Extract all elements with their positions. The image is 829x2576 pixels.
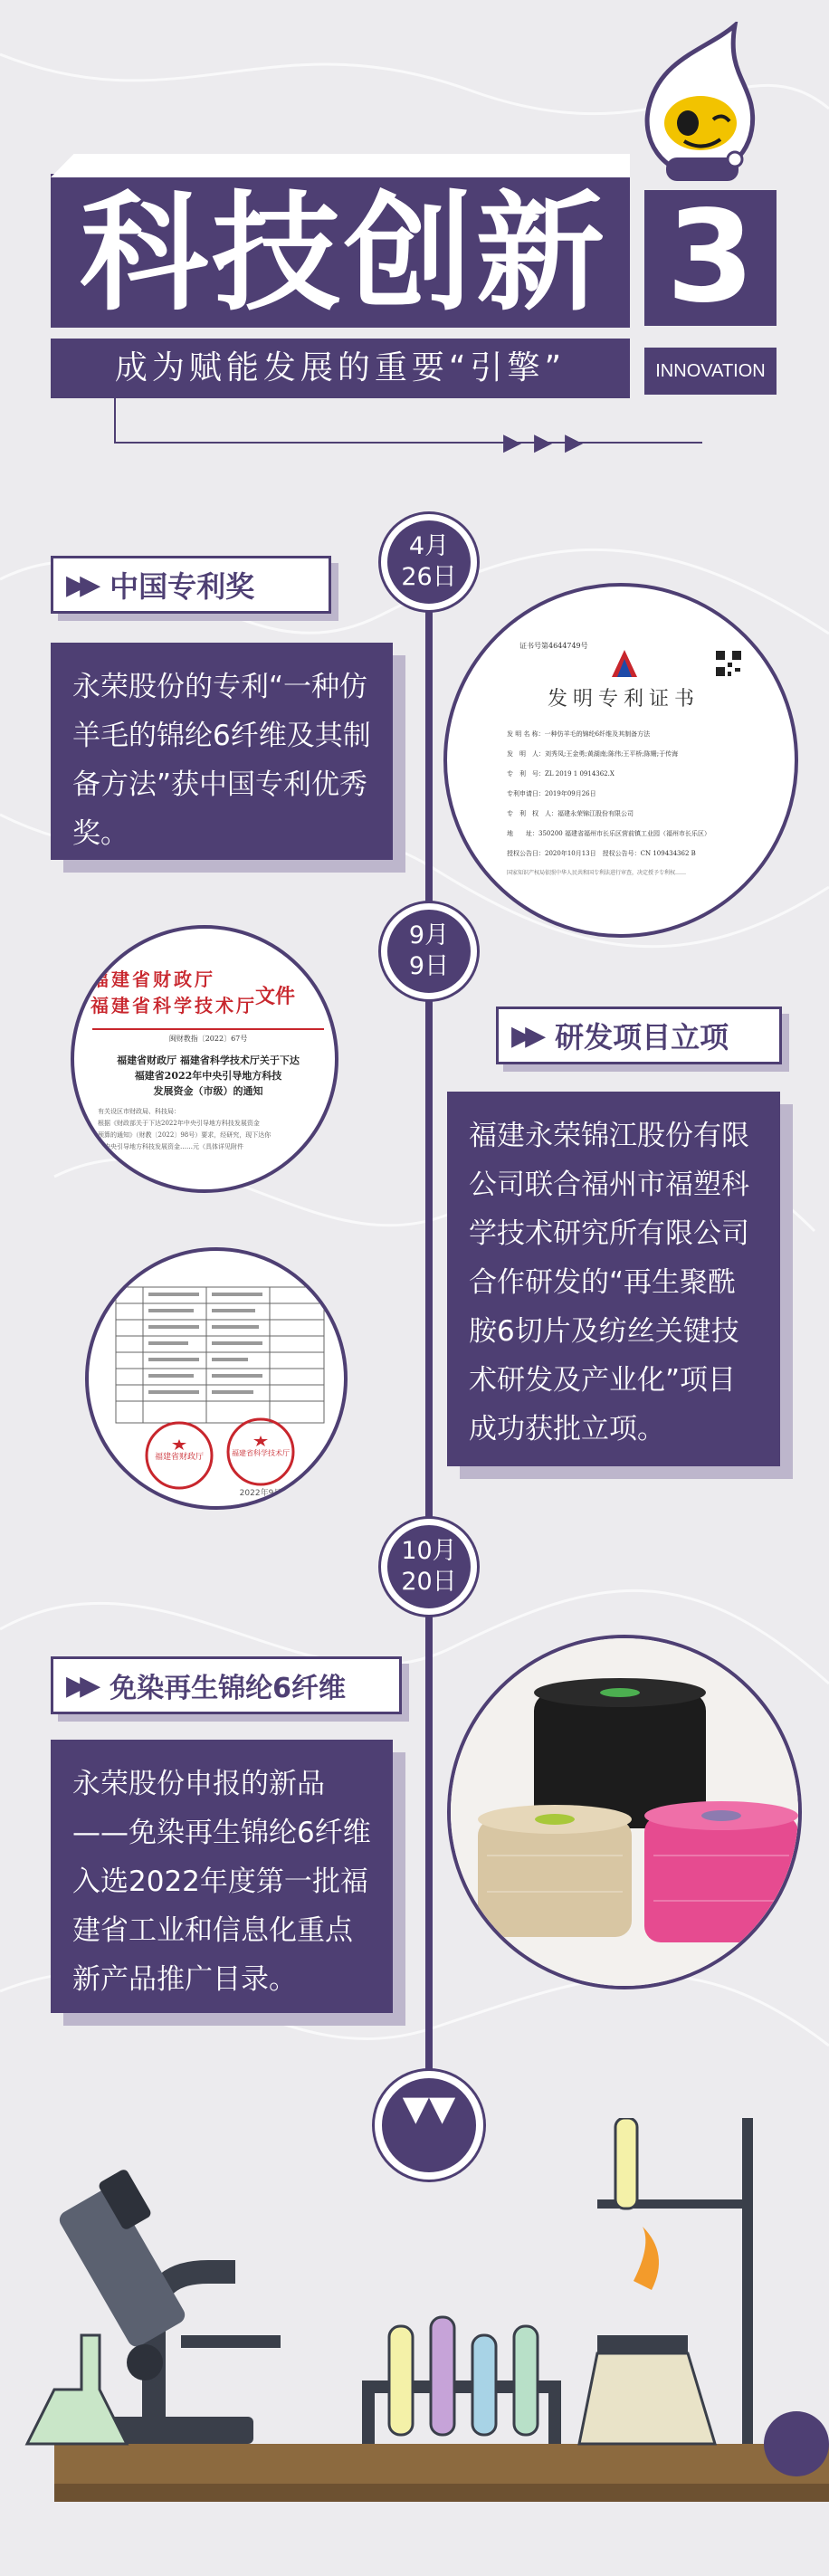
event-text: 福建永荣锦江股份有限公司联合福州市福塑科学技术研究所有限公司合作研发的“再生聚酰胺6切片及纺丝关键技术研发及产业化”项目成功获批立项。 xyxy=(469,1120,749,1445)
certificate-row: 专 利 号：ZL 2019 1 0914362.X xyxy=(507,770,615,778)
double-arrow-icon: ▶▶ xyxy=(66,568,94,601)
timeline-line xyxy=(425,561,433,2136)
certificate-number: 证书号第4644749号 xyxy=(519,642,588,650)
certificate-row: 专利申请日：2019年09月26日 xyxy=(507,790,596,797)
section-tag-1 xyxy=(51,556,331,614)
lab-table xyxy=(54,2444,829,2484)
event-card-2 xyxy=(447,1092,780,1466)
date-day: 20日 xyxy=(401,1568,457,1596)
stamp-star-icon xyxy=(172,1439,186,1450)
patent-emblem-icon xyxy=(606,646,643,682)
stamp-2-text: 福建省科学技术厅 xyxy=(232,1449,290,1457)
event-card-3 xyxy=(51,1740,393,2013)
section-tag-2 xyxy=(496,1007,782,1064)
yarn-spools-photo xyxy=(447,1635,802,1989)
date-month: 10月 xyxy=(401,1537,457,1565)
flame-icon xyxy=(634,2227,659,2290)
date-month: 4月 xyxy=(408,532,450,560)
header-divider xyxy=(114,442,702,444)
date-badge-3 xyxy=(381,1519,477,1615)
document-table-graphic xyxy=(89,1251,348,1510)
innovation-tag: INNOVATION xyxy=(644,348,777,395)
certificate-footer: 国家知识产权局依照中华人民共和国专利法进行审查，决定授予专利权…… xyxy=(507,870,687,876)
stamp-1-text: 福建省财政厅 xyxy=(154,1453,205,1462)
stamp-star-icon xyxy=(253,1436,268,1446)
section-tag-3 xyxy=(51,1656,402,1714)
document-title-line: 福建省财政厅 福建省科学技术厅关于下达 xyxy=(117,1054,300,1066)
document-title-line: 发展资金（市级）的通知 xyxy=(153,1085,263,1097)
document-number: 闽财教指〔2022〕67号 xyxy=(168,1035,248,1043)
document-word: 文件 xyxy=(255,985,296,1008)
header-divider-vertical xyxy=(114,398,116,444)
certificate-title: 发明专利证书 xyxy=(547,688,700,711)
burner-stand-icon xyxy=(579,2118,829,2476)
page-subtitle: 成为赋能发展的重要“引擎” xyxy=(51,339,630,398)
document-date: 2022年9月 xyxy=(239,1489,282,1498)
flask-icon xyxy=(27,2335,127,2444)
mascot-droplet-icon xyxy=(626,22,762,185)
date-badge-1 xyxy=(381,514,477,610)
section-tag-label: 研发项目立项 xyxy=(555,1020,729,1054)
certificate-row: 发 明 名 称：一种仿羊毛的锦纶6纤维及其制备方法 xyxy=(507,730,651,738)
document-body-line: 市中央引导地方科技发展资金……元（具体详见附件 xyxy=(98,1143,243,1150)
document-org-2: 福建省科学技术厅 xyxy=(91,995,257,1016)
document-red-rule xyxy=(92,1028,324,1030)
certificate-row: 地 址：350200 福建省福州市长乐区营前镇工业园（福州市长乐区） xyxy=(507,830,710,837)
header-arrows-icon: ▶▶▶ xyxy=(503,429,596,456)
section-number: 3 xyxy=(644,190,777,326)
section-tag-label: 中国专利奖 xyxy=(110,569,255,604)
certificate-row: 授权公告日：2020年10月13日 授权公告号：CN 109434362 B xyxy=(507,850,696,857)
lab-equipment-illustration xyxy=(0,2118,829,2576)
document-body-line: 根据《财政部关于下达2022年中央引导地方科技发展资金 xyxy=(98,1120,260,1127)
document-body-line: 预算的通知》（财教〔2022〕98号）要求，经研究，现下达你 xyxy=(98,1131,272,1139)
date-day: 26日 xyxy=(401,563,457,591)
yarn-spools-graphic xyxy=(451,1638,802,1989)
document-title-line: 福建省2022年中央引导地方科技 xyxy=(134,1070,282,1082)
qr-code-icon xyxy=(715,650,742,677)
government-document-photo xyxy=(71,925,338,1193)
event-card-1 xyxy=(51,643,393,860)
document-body-line: 有关设区市财政局、科技局： xyxy=(98,1108,180,1115)
test-tube-rack-icon xyxy=(362,2317,561,2444)
certificate-row: 发 明 人：刘秀凤;王金勇;黄湖南;陈伟;王平桥;陈姗;于传海 xyxy=(507,750,679,758)
certificate-row: 专 利 权 人：福建永荣锦江股份有限公司 xyxy=(507,810,634,817)
event-text: 永荣股份申报的新品——免染再生锦纶6纤维入选2022年度第一批福建省工业和信息化重点新产品推广目录。 xyxy=(72,1768,371,1996)
double-arrow-icon: ▶▶ xyxy=(511,1019,539,1052)
section-tag-label: 免染再生锦纶6纤维 xyxy=(110,1673,347,1704)
document-org-1: 福建省财政厅 xyxy=(91,968,215,990)
double-arrow-icon: ▶▶ xyxy=(66,1669,94,1702)
date-badge-2 xyxy=(381,903,477,999)
date-day: 9日 xyxy=(408,952,450,980)
patent-certificate-photo xyxy=(443,583,798,938)
government-document-table-photo xyxy=(85,1247,348,1510)
event-text: 永荣股份的专利“一种仿羊毛的锦纶6纤维及其制备方法”获中国专利优秀奖。 xyxy=(72,671,371,850)
page-title: 科技创新 xyxy=(80,179,608,329)
date-month: 9月 xyxy=(408,921,450,949)
timeline-end-marker: ▼▼ xyxy=(375,2071,483,2180)
